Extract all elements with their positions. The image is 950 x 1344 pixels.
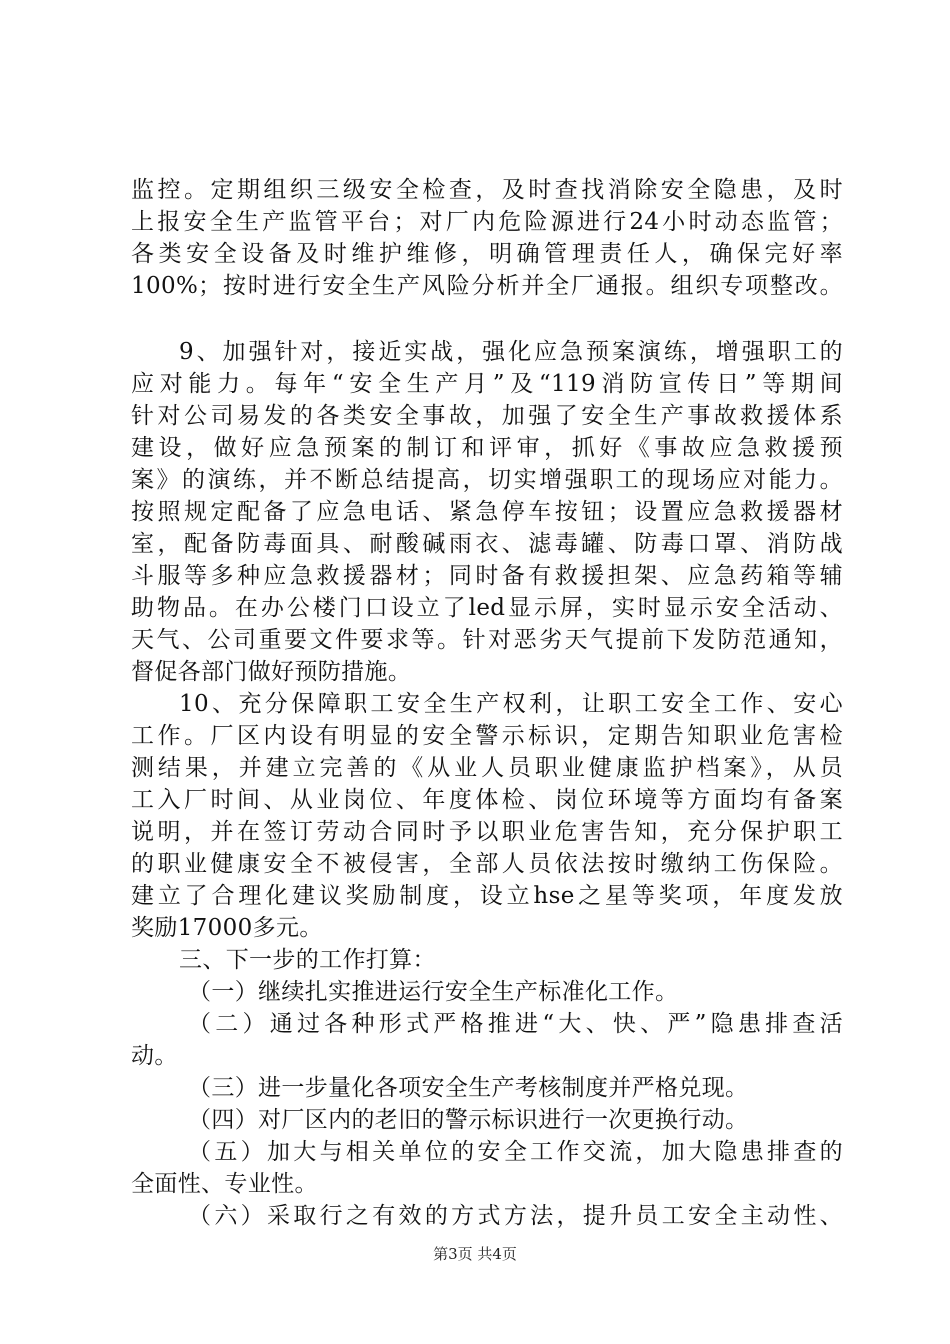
text-line: 100%；按时进行安全生产风险分析并全厂通报。组织专项整改。 <box>131 273 843 299</box>
text-line: 各类安全设备及时维护维修，明确管理责任人，确保完好率 <box>131 241 843 267</box>
text-line: 建立了合理化建议奖励制度，设立hse之星等奖项，年度发放 <box>131 883 843 909</box>
text-line: 应对能力。每年“安全生产月”及“119消防宣传日”等期间 <box>131 371 843 397</box>
text-line: 案》的演练，并不断总结提高，切实增强职工的现场应对能力。 <box>131 467 843 493</box>
plan-item: （四）对厂区内的老旧的警示标识进行一次更换行动。 <box>188 1107 749 1133</box>
document-body <box>131 174 843 1232</box>
text-line: 斗服等多种应急救援器材；同时备有救援担架、应急药箱等辅 <box>131 563 843 589</box>
paragraph-item-10 <box>131 688 843 944</box>
section-heading: 三、下一步的工作打算： <box>179 947 436 973</box>
text-line: 督促各部门做好预防措施。 <box>131 659 412 685</box>
plan-item: （六）采取行之有效的方式方法，提升员工安全主动性、 <box>188 1203 843 1229</box>
plan-item: （一）继续扎实推进运行安全生产标准化工作。 <box>188 979 679 1005</box>
page-footer: 第3页 共4页 <box>433 1245 517 1263</box>
plan-item <box>131 1136 843 1200</box>
text-line: 9、加强针对，接近实战，强化应急预案演练，增强职工的 <box>179 339 843 365</box>
text-line: 监控。定期组织三级安全检查，及时查找消除安全隐患，及时 <box>131 177 843 203</box>
text-line: 上报安全生产监管平台；对厂内危险源进行24小时动态监管； <box>131 209 843 235</box>
text-line: 全面性、专业性。 <box>131 1171 318 1197</box>
paragraph-item-9 <box>131 336 843 688</box>
text-line: 动。 <box>131 1043 178 1069</box>
plan-item <box>131 1008 843 1072</box>
text-line: （五）加大与相关单位的安全工作交流，加大隐患排查的 <box>188 1139 843 1165</box>
paragraph-monitoring <box>131 174 843 302</box>
text-line: 室，配备防毒面具、耐酸碱雨衣、滤毒罐、防毒口罩、消防战 <box>131 531 843 557</box>
plan-item: （三）进一步量化各项安全生产考核制度并严格兑现。 <box>188 1075 749 1101</box>
text-line: 工作。厂区内设有明显的安全警示标识，定期告知职业危害检 <box>131 723 843 749</box>
text-line: 针对公司易发的各类安全事故，加强了安全生产事故救援体系 <box>131 403 843 429</box>
text-line: 按照规定配备了应急电话、紧急停车按钮；设置应急救援器材 <box>131 499 843 525</box>
text-line: 测结果，并建立完善的《从业人员职业健康监护档案》，从员 <box>131 755 843 781</box>
text-line: 工入厂时间、从业岗位、年度体检、岗位环境等方面均有备案 <box>131 787 843 813</box>
text-line: 说明，并在签订劳动合同时予以职业危害告知，充分保护职工 <box>131 819 843 845</box>
text-line: 助物品。在办公楼门口设立了led显示屏，实时显示安全活动、 <box>131 595 843 621</box>
text-line: （二）通过各种形式严格推进“大、快、严”隐患排查活 <box>188 1011 843 1037</box>
text-line: 奖励17000多元。 <box>131 915 323 941</box>
text-line: 天气、公司重要文件要求等。针对恶劣天气提前下发防范通知， <box>131 627 843 653</box>
text-line: 的职业健康安全不被侵害，全部人员依法按时缴纳工伤保险。 <box>131 851 843 877</box>
text-line: 建设，做好应急预案的制订和评审，抓好《事故应急救援预 <box>131 435 843 461</box>
text-line: 10、充分保障职工安全生产权利，让职工安全工作、安心 <box>179 691 843 717</box>
paragraph-gap <box>131 302 843 336</box>
